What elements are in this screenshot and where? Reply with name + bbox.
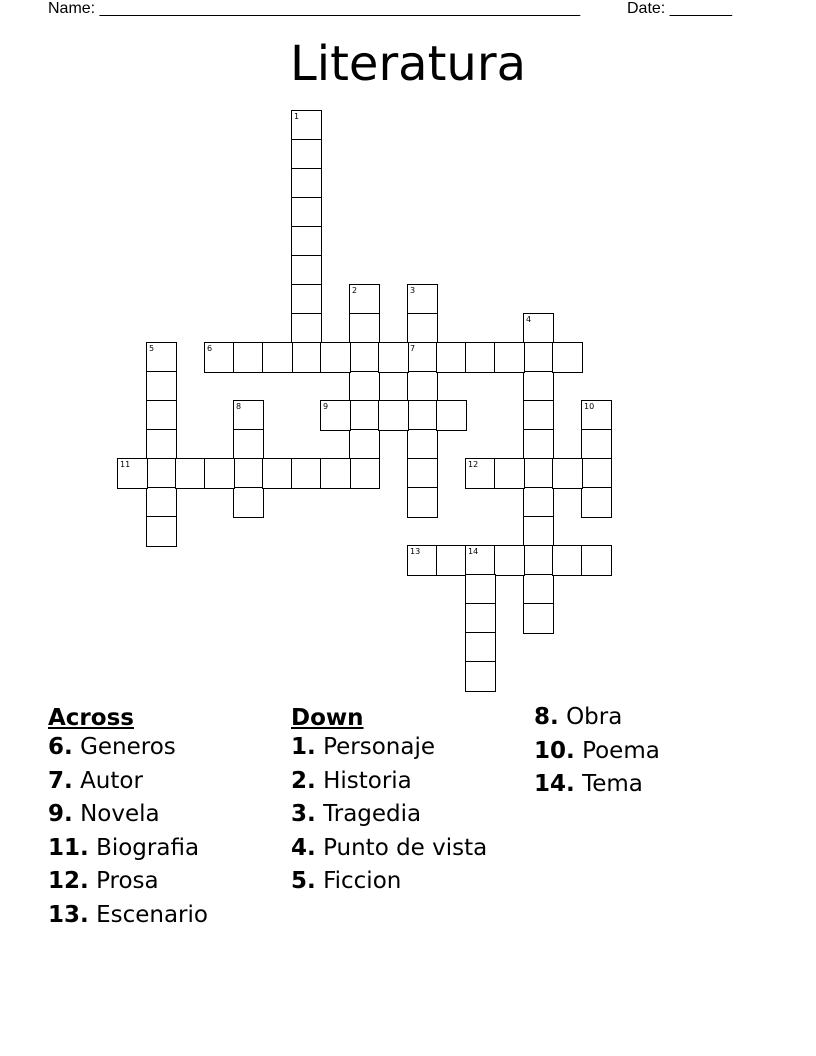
grid-cell[interactable]: [233, 400, 264, 431]
name-field-line: Name: ______________________________________________________: [48, 0, 581, 17]
clue-item: [48, 834, 283, 862]
cell-number: 1: [294, 112, 300, 121]
clue-number: 6.: [48, 734, 73, 760]
grid-cell[interactable]: [523, 516, 554, 547]
down-heading: Down: [291, 705, 364, 731]
grid-cell[interactable]: [291, 458, 322, 489]
clue-number: 2.: [291, 767, 316, 794]
grid-cell[interactable]: [117, 458, 148, 489]
cell-number: 13: [410, 547, 421, 556]
grid-cell[interactable]: [465, 574, 496, 605]
grid-cell[interactable]: [291, 226, 322, 257]
clue-number: 12.: [48, 868, 89, 894]
clue-item: [48, 800, 283, 828]
down-clues-continued: [534, 703, 774, 804]
cell-number: 10: [584, 402, 595, 411]
grid-cell[interactable]: [146, 400, 177, 431]
across-heading: Across: [48, 705, 134, 731]
clue-number: 7.: [48, 767, 73, 794]
grid-cell[interactable]: [465, 632, 496, 663]
down-clue-list-continued: [534, 703, 774, 798]
grid-cell[interactable]: [349, 371, 380, 402]
grid-cell[interactable]: [436, 342, 467, 373]
across-clues: [48, 703, 283, 934]
grid-cell[interactable]: [465, 603, 496, 634]
cell-number: 9: [323, 402, 329, 411]
clue-number: 9.: [48, 801, 73, 827]
grid-cell[interactable]: [349, 313, 380, 344]
grid-cell[interactable]: [291, 197, 322, 228]
cell-number: 8: [236, 402, 242, 411]
clue-item: [534, 703, 774, 731]
grid-cell[interactable]: [146, 429, 177, 460]
clue-number: 1.: [291, 734, 316, 760]
grid-cell[interactable]: [552, 545, 583, 576]
clue-text: Ficcion: [323, 868, 402, 894]
grid-cell[interactable]: [291, 255, 322, 286]
clue-item: [291, 867, 526, 895]
grid-cell[interactable]: [320, 342, 351, 373]
grid-cell[interactable]: [581, 545, 612, 576]
clue-text: Obra: [566, 704, 623, 730]
grid-cell[interactable]: [204, 458, 235, 489]
grid-cell[interactable]: [436, 545, 467, 576]
grid-cell[interactable]: [407, 371, 438, 402]
grid-cell[interactable]: [175, 458, 206, 489]
clue-item: [534, 770, 774, 798]
grid-cell[interactable]: [349, 342, 380, 373]
clue-number: 14.: [534, 771, 575, 797]
grid-cell[interactable]: [523, 574, 554, 605]
clue-number: 10.: [534, 737, 575, 764]
clue-text: Personaje: [323, 734, 435, 760]
grid-cell[interactable]: [494, 342, 525, 373]
grid-cell[interactable]: [407, 313, 438, 344]
grid-cell[interactable]: [320, 458, 351, 489]
grid-cell[interactable]: [407, 400, 438, 431]
clue-number: 5.: [291, 868, 316, 894]
grid-cell[interactable]: [233, 342, 264, 373]
grid-cell[interactable]: [523, 400, 554, 431]
clue-text: Poema: [582, 737, 660, 764]
grid-cell[interactable]: [465, 458, 496, 489]
clue-item: [48, 767, 283, 795]
page-title: Literatura: [290, 36, 526, 92]
grid-cell[interactable]: [407, 342, 438, 373]
grid-cell[interactable]: [146, 371, 177, 402]
clue-item: [48, 867, 283, 895]
grid-cell[interactable]: [146, 458, 177, 489]
cell-number: 11: [120, 460, 131, 469]
down-clue-list: [291, 733, 526, 895]
clue-number: 11.: [48, 834, 89, 861]
grid-cell[interactable]: [581, 429, 612, 460]
grid-cell[interactable]: [262, 458, 293, 489]
clue-number: 4.: [291, 834, 316, 861]
grid-cell[interactable]: [436, 400, 467, 431]
grid-cell[interactable]: [407, 487, 438, 518]
clue-item: [291, 733, 526, 761]
grid-cell[interactable]: [523, 487, 554, 518]
date-field-line: Date: _______: [627, 0, 732, 17]
grid-cell[interactable]: [378, 342, 409, 373]
grid-cell[interactable]: [262, 342, 293, 373]
clue-item: [48, 733, 283, 761]
grid-cell[interactable]: [465, 342, 496, 373]
grid-cell[interactable]: [349, 429, 380, 460]
clue-text: Autor: [80, 767, 143, 794]
grid-cell[interactable]: [204, 342, 235, 373]
cell-number: 3: [410, 286, 416, 295]
grid-cell[interactable]: [523, 429, 554, 460]
grid-cell[interactable]: [523, 603, 554, 634]
grid-cell[interactable]: [146, 487, 177, 518]
cell-number: 4: [526, 315, 532, 324]
grid-cell[interactable]: [494, 458, 525, 489]
grid-cell[interactable]: [494, 545, 525, 576]
down-clues: [291, 703, 526, 901]
grid-cell[interactable]: [407, 284, 438, 315]
clue-text: Historia: [323, 767, 412, 794]
grid-cell[interactable]: [233, 487, 264, 518]
clue-item: [291, 834, 526, 862]
clue-text: Prosa: [96, 868, 159, 894]
clue-text: Tema: [582, 771, 643, 797]
clue-item: [291, 800, 526, 828]
clue-text: Novela: [80, 801, 160, 827]
clue-number: 3.: [291, 801, 316, 827]
grid-cell[interactable]: [291, 139, 322, 170]
across-clue-list: [48, 733, 283, 929]
grid-cell[interactable]: [465, 661, 496, 692]
clue-item: [48, 901, 283, 929]
grid-cell[interactable]: [581, 458, 612, 489]
clue-item: [291, 767, 526, 795]
clue-text: Generos: [80, 734, 176, 760]
cell-number: 12: [468, 460, 479, 469]
clue-text: Punto de vista: [323, 834, 488, 861]
cell-number: 2: [352, 286, 358, 295]
clue-number: 13.: [48, 901, 89, 928]
grid-cell[interactable]: [523, 342, 554, 373]
grid-cell[interactable]: [349, 458, 380, 489]
grid-cell[interactable]: [552, 342, 583, 373]
grid-cell[interactable]: [233, 458, 264, 489]
grid-cell[interactable]: [291, 284, 322, 315]
clue-text: Tragedia: [323, 801, 422, 827]
grid-cell[interactable]: [349, 284, 380, 315]
cell-number: 7: [410, 344, 416, 353]
grid-cell[interactable]: [233, 429, 264, 460]
grid-cell[interactable]: [523, 458, 554, 489]
grid-cell[interactable]: [378, 400, 409, 431]
grid-cell[interactable]: [320, 400, 351, 431]
grid-cell[interactable]: [552, 458, 583, 489]
clue-text: Biografia: [96, 834, 200, 861]
cell-number: 14: [468, 547, 479, 556]
grid-cell[interactable]: [146, 342, 177, 373]
grid-cell[interactable]: [291, 342, 322, 373]
grid-cell[interactable]: [407, 458, 438, 489]
grid-cell[interactable]: [465, 545, 496, 576]
grid-cell[interactable]: [581, 400, 612, 431]
grid-cell[interactable]: [146, 516, 177, 547]
grid-cell[interactable]: [291, 168, 322, 199]
grid-cell[interactable]: [407, 429, 438, 460]
grid-cell[interactable]: [523, 371, 554, 402]
clue-item: [534, 737, 774, 765]
grid-cell[interactable]: [581, 487, 612, 518]
grid-cell[interactable]: [407, 545, 438, 576]
clue-number: 8.: [534, 704, 559, 730]
grid-cell[interactable]: [349, 400, 380, 431]
grid-cell[interactable]: [523, 313, 554, 344]
cell-number: 5: [149, 344, 155, 353]
grid-cell[interactable]: [291, 313, 322, 344]
grid-cell[interactable]: [523, 545, 554, 576]
grid-cell[interactable]: [291, 110, 322, 141]
clue-text: Escenario: [96, 901, 208, 928]
cell-number: 6: [207, 344, 213, 353]
